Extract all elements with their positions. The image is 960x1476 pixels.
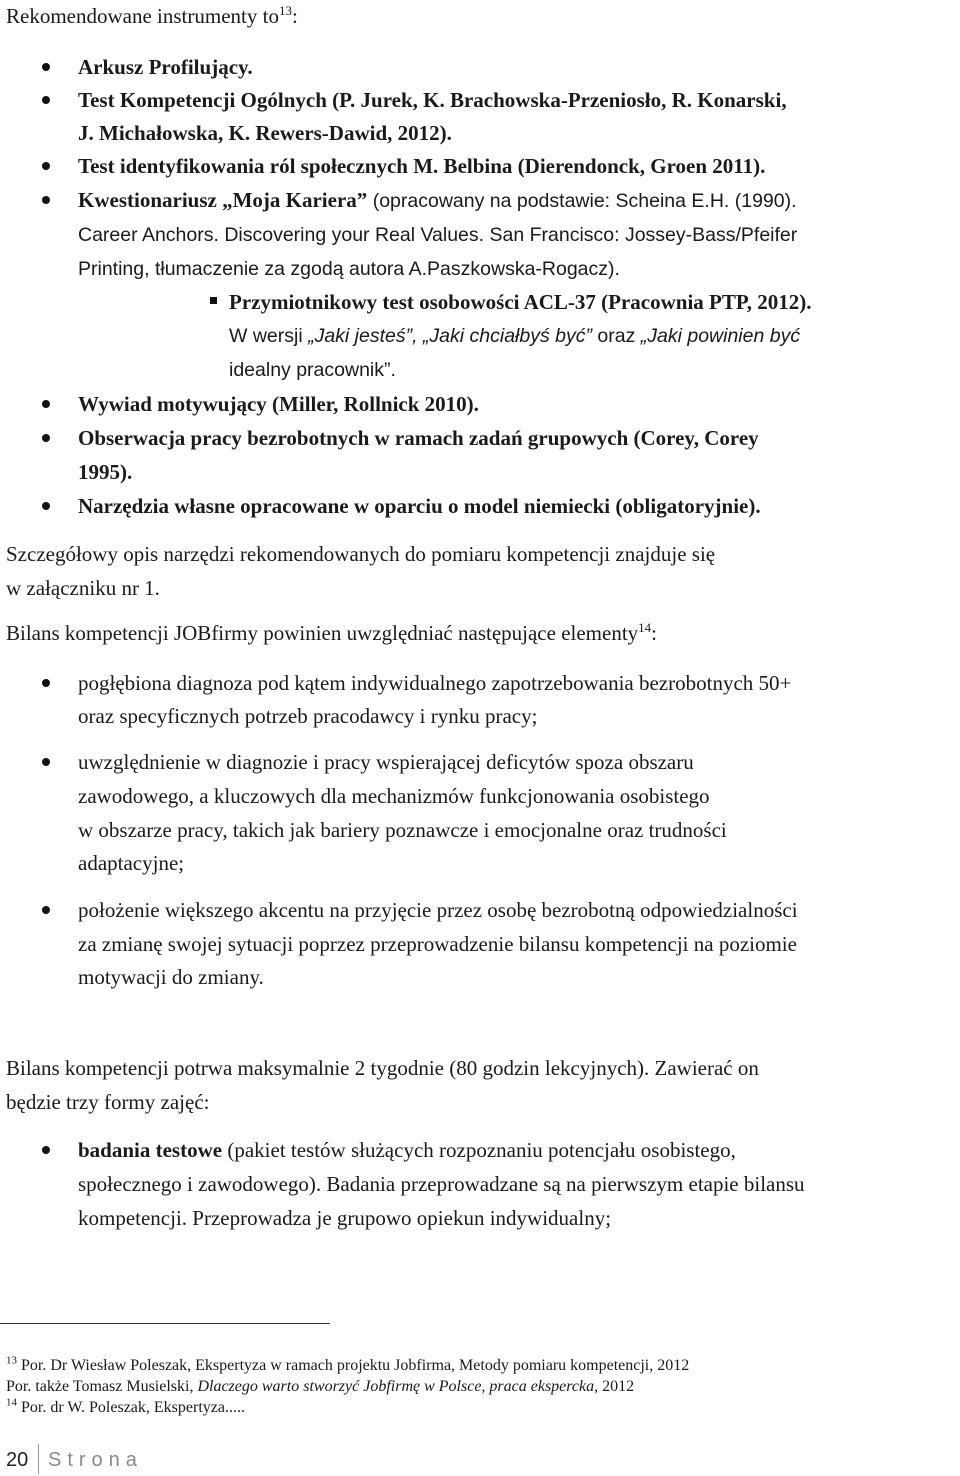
tool-item: Arkusz Profilujący. (78, 55, 253, 79)
footnote-13: $^{13}$ Por. Dr Wiesław Poleszak, Ekspertyza w ramach projektu Jobfirma, Metody pomiaru kompetencji, 2012 (6, 1354, 690, 1374)
tool-item: Wywiad motywujący (Miller, Rollnick 2010). (78, 392, 479, 416)
paragraph-elements-intro: Bilans kompetencji JOBfirmy powinien uwzględniać następujące elementy$^{14}$: (6, 620, 657, 645)
form-item-cont: kompetencji. Przeprowadza je grupowo opiekun indywidualny; (78, 1206, 612, 1230)
footnote-separator (0, 1323, 330, 1324)
sub-tool-item-detail: W wersji „Jaki jesteś”, „Jaki chciałbyś być” oraz „Jaki powinien być (229, 325, 801, 347)
tool-item-cont: Printing, tłumaczenie za zgodą autora A.Paszkowska-Rogacz). (78, 258, 620, 280)
element-item: pogłębiona diagnoza pod kątem indywidualnego zapotrzebowania bezrobotnych 50+ (78, 671, 792, 695)
paragraph-duration-line: będzie trzy formy zajęć: (6, 1090, 210, 1114)
footnote-ref-14[interactable]: 14 (638, 620, 652, 635)
bullet-icon (42, 196, 50, 204)
element-item-cont: oraz specyficznych potrzeb pracodawcy i rynku pracy; (78, 704, 538, 728)
paragraph-duration-line: Bilans kompetencji potrwa maksymalnie 2 tygodnie (80 godzin lekcyjnych). Zawierać on (6, 1056, 759, 1080)
footnote-ref-13[interactable]: 13 (278, 3, 292, 18)
bullet-icon (42, 679, 50, 687)
footnote-14: $^{14}$ Por. dr W. Poleszak, Ekspertyza..... (6, 1396, 245, 1416)
element-item-cont: motywacji do zmiany. (78, 965, 264, 989)
element-item-cont: w obszarze pracy, takich jak bariery poznawcze i emocjonalne oraz trudności (78, 818, 727, 842)
tool-item: Narzędzia własne opracowane w oparciu o model niemiecki (obligatoryjnie). (78, 494, 761, 518)
element-item-cont: adaptacyjne; (78, 851, 185, 875)
page-number: 20 (6, 1449, 29, 1471)
sub-tool-item: Przymiotnikowy test osobowości ACL-37 (Pracownia PTP, 2012). (229, 290, 812, 314)
tool-item: Kwestionariusz „Moja Kariera” (opracowany na podstawie: Scheina E.H. (1990). (78, 188, 797, 212)
bullet-icon (42, 63, 50, 71)
tool-item-cont: 1995). (78, 460, 133, 484)
footer-divider (38, 1444, 39, 1474)
bullet-icon (42, 906, 50, 914)
element-item-cont: za zmianę swojej sytuacji poprzez przeprowadzenie bilansu kompetencji na poziomie (78, 932, 797, 956)
intro-line: Rekomendowane instrumenty $to^{13}$: (6, 3, 298, 28)
paragraph-details-line: Szczegółowy opis narzędzi rekomendowanych do pomiaru kompetencji znajduje się (6, 542, 716, 566)
square-bullet-icon (210, 297, 217, 304)
bullet-icon (42, 1146, 50, 1154)
sub-tool-item-cont: idealny pracownik”. (229, 359, 396, 381)
tool-item: Obserwacja pracy bezrobotnych w ramach zadań grupowych (Corey, Corey (78, 426, 759, 450)
element-item: położenie większego akcentu na przyjęcie przez osobę bezrobotną odpowiedzialności (78, 898, 798, 922)
bullet-icon (42, 162, 50, 170)
footnote-13-cont: Por. także Tomasz Musielski, Dlaczego warto stworzyć Jobfirmę w Polsce, praca ekspercka, 2012 (6, 1378, 635, 1395)
paragraph-details-line: w załączniku nr 1. (6, 576, 160, 600)
element-item-cont: zawodowego, a kluczowych dla mechanizmów funkcjonowania osobistego (78, 784, 710, 808)
bullet-icon (42, 96, 50, 104)
form-item: badania testowe (pakiet testów służących rozpoznaniu potencjału osobistego, (78, 1138, 736, 1162)
tool-item: Test Kompetencji Ogólnych (P. Jurek, K. Brachowska-Przeniosło, R. Konarski, (78, 88, 787, 112)
element-item: uwzględnienie w diagnozie i pracy wspierającej deficytów spoza obszaru (78, 750, 694, 774)
bullet-icon (42, 502, 50, 510)
page-label: Strona (48, 1449, 143, 1471)
bullet-icon (42, 758, 50, 766)
tool-item: Test identyfikowania ról społecznych M. Belbina (Dierendonck, Groen 2011). (78, 154, 766, 178)
bullet-icon (42, 400, 50, 408)
tool-item-cont: Career Anchors. Discovering your Real Values. San Francisco: Jossey-Bass/Pfeifer (78, 224, 798, 246)
bullet-icon (42, 434, 50, 442)
form-item-cont: społecznego i zawodowego). Badania przeprowadzane są na pierwszym etapie bilansu (78, 1172, 805, 1196)
tool-item-cont: J. Michałowska, K. Rewers-Dawid, 2012). (78, 121, 452, 145)
